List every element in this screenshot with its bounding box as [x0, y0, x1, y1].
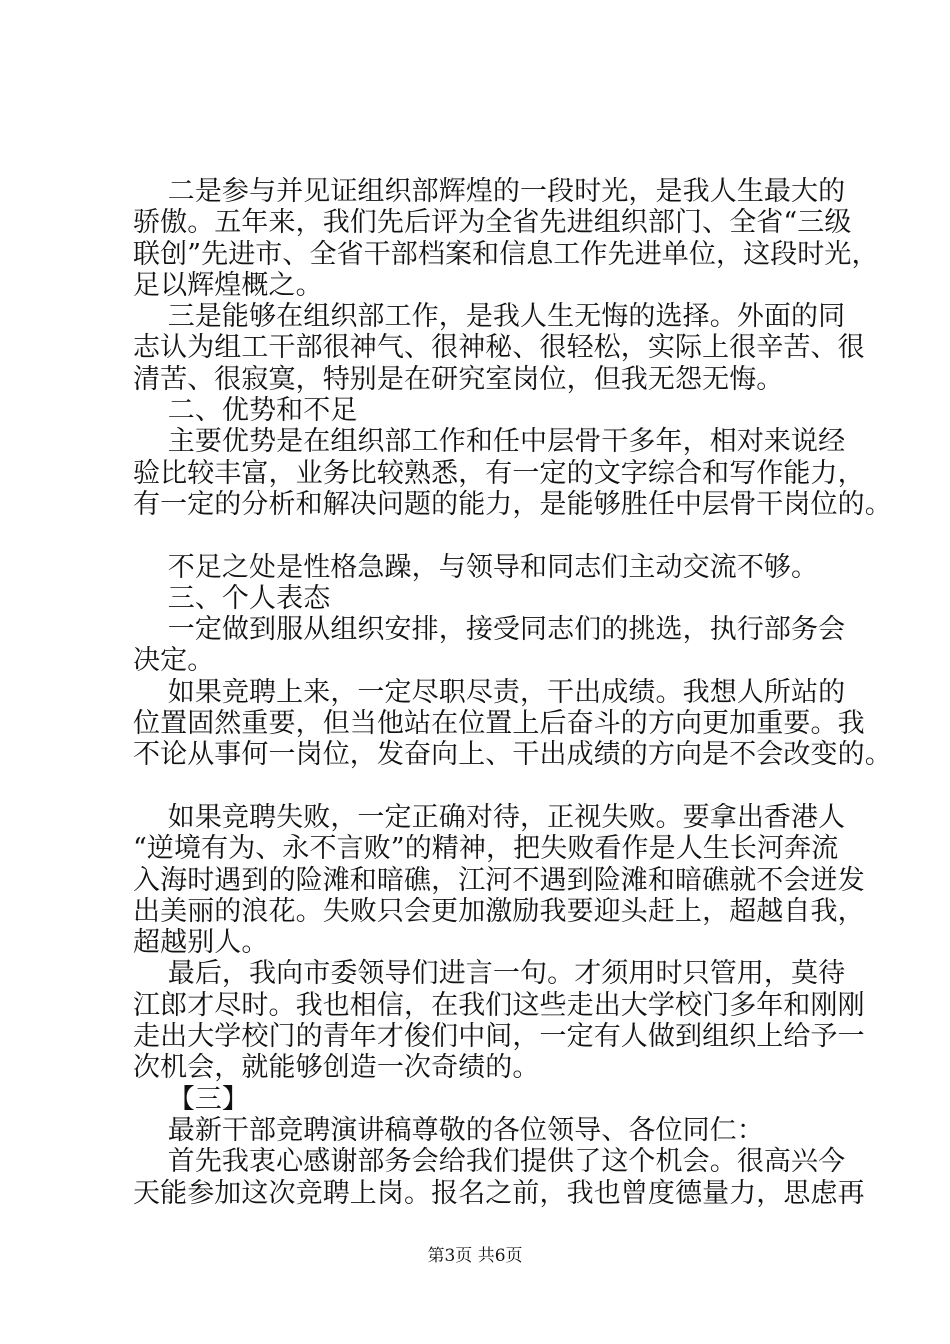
text-line: 首先我衷心感谢部务会给我们提供了这个机会。很高兴今	[133, 1146, 846, 1178]
text-line: 联创”先进市、全省干部档案和信息工作先进单位，这段时光，	[133, 238, 879, 270]
document-body	[133, 176, 892, 1209]
text-line: 二、优势和不足	[133, 395, 358, 427]
text-line: 验比较丰富，业务比较熟悉，有一定的文字综合和写作能力，	[133, 457, 865, 489]
text-line: 次机会，就能够创造一次奇绩的。	[133, 1052, 540, 1084]
text-line	[133, 771, 833, 802]
text-line	[133, 520, 833, 551]
text-line: 如果竞聘上来，一定尽职尽责，干出成绩。我想人所站的	[133, 676, 846, 708]
text-line: 【三】	[133, 1083, 250, 1115]
text-line: 如果竞聘失败，一定正确对待，正视失败。要拿出香港人	[133, 801, 846, 833]
text-line: 主要优势是在组织部工作和任中层骨干多年，相对来说经	[133, 426, 846, 458]
text-line: 江郎才尽时。我也相信，在我们这些走出大学校门多年和刚刚	[133, 989, 865, 1021]
text-line: 入海时遇到的险滩和暗礁，江河不遇到险滩和暗礁就不会迸发	[133, 864, 865, 896]
text-line: 不足之处是性格急躁，与领导和同志们主动交流不够。	[133, 551, 819, 583]
text-line: 清苦、很寂寞，特别是在研究室岗位，但我无怨无悔。	[133, 363, 784, 395]
text-line: 一定做到服从组织安排，接受同志们的挑选，执行部务会	[133, 614, 846, 646]
text-line: 天能参加这次竞聘上岗。报名之前，我也曾度德量力，思虑再	[133, 1177, 865, 1209]
text-line: 位置固然重要，但当他站在位置上后奋斗的方向更加重要。我	[133, 708, 865, 740]
text-line: 走出大学校门的青年才俊们中间，一定有人做到组织上给予一	[133, 1021, 865, 1053]
text-line: 三、个人表态	[133, 582, 331, 614]
text-line: 足以辉煌概之。	[133, 269, 323, 301]
text-line: “逆境有为、永不言败”的精神，把失败看作是人生长河奔流	[133, 833, 839, 865]
text-line: 决定。	[133, 645, 215, 677]
text-line: 有一定的分析和解决问题的能力，是能够胜任中层骨干岗位的。	[133, 488, 892, 520]
text-line: 最新干部竞聘演讲稿尊敬的各位领导、各位同仁：	[133, 1114, 764, 1146]
text-line: 志认为组工干部很神气、很神秘、很轻松，实际上很辛苦、很	[133, 332, 865, 364]
text-line: 三是能够在组织部工作，是我人生无悔的选择。外面的同	[133, 301, 846, 333]
text-line: 骄傲。五年来，我们先后评为全省先进组织部门、全省“三级	[133, 207, 852, 239]
text-line: 出美丽的浪花。失败只会更加激励我要迎头赶上，超越自我，	[133, 895, 865, 927]
text-line: 不论从事何一岗位，发奋向上、干出成绩的方向是不会改变的。	[133, 739, 892, 771]
text-line: 超越别人。	[133, 927, 269, 959]
page-footer: 第3页 共6页	[427, 1246, 523, 1266]
text-line: 二是参与并见证组织部辉煌的一段时光，是我人生最大的	[133, 176, 846, 207]
text-line: 最后，我向市委领导们进言一句。才须用时只管用，莫待	[133, 958, 846, 990]
